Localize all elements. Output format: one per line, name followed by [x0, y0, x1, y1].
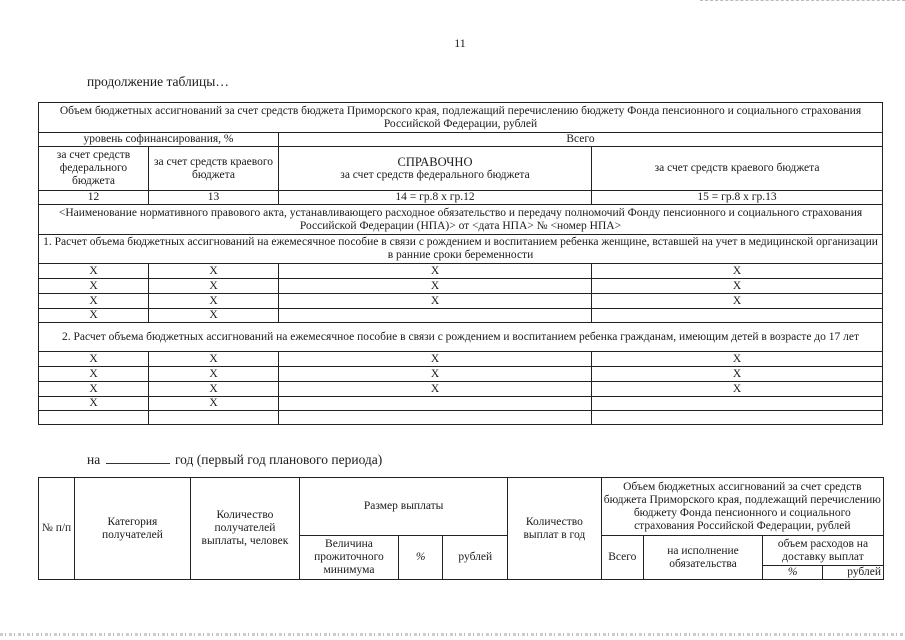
section-row	[39, 323, 883, 352]
col-reference	[279, 147, 592, 191]
cofinancing-level-cell: уровень софинансирования, %	[39, 133, 279, 147]
x-mark: X	[149, 279, 279, 294]
x-mark: X	[39, 294, 149, 309]
table-row	[39, 309, 883, 323]
x-mark: X	[39, 397, 149, 411]
page-number: 11	[454, 36, 466, 50]
table-header-row	[39, 478, 884, 536]
continuation-label: продолжение таблицы…	[87, 74, 229, 89]
col-budget-volume: Объем бюджетных ассигнований за счет средств бюджета Приморского края, подлежащий перечислению бюджету Фонда пенсионного и социального страхования Российской Федерации, рублей	[601, 478, 883, 536]
period-suffix: год (первый год планового периода)	[174, 452, 383, 467]
table-row	[39, 411, 883, 425]
table-header-row	[39, 103, 883, 133]
empty-cell	[279, 397, 592, 411]
section-1-title: 1. Расчет объема бюджетных ассигнований на ежемесячное пособие в связи с рождением и воспитанием ребенка женщине, вставшей на учет в медицинской организации в ранние сроки беременности	[39, 235, 883, 264]
empty-cell	[279, 411, 592, 425]
col-rubles: рублей	[443, 536, 508, 580]
empty-cell	[592, 397, 883, 411]
x-mark: X	[39, 309, 149, 323]
col-payment-size: Размер выплаты	[300, 478, 508, 536]
x-mark: X	[149, 352, 279, 367]
table-row	[39, 264, 883, 279]
section-row	[39, 235, 883, 264]
x-mark: X	[149, 397, 279, 411]
x-mark: X	[149, 264, 279, 279]
table-row	[39, 352, 883, 367]
col-number: 13	[149, 191, 279, 205]
table-header-row	[39, 147, 883, 191]
col-federal: за счет средств федерального бюджета	[39, 147, 149, 191]
reference-subtitle: за счет средств федерального бюджета	[340, 168, 530, 181]
empty-cell	[592, 411, 883, 425]
x-mark: X	[279, 264, 592, 279]
x-mark: X	[592, 294, 883, 309]
x-mark: X	[149, 382, 279, 397]
x-mark: X	[279, 382, 592, 397]
col-number: 12	[39, 191, 149, 205]
budget-table-continued	[38, 102, 883, 425]
empty-cell	[39, 411, 149, 425]
col-number: 15 = гр.8 х гр.13	[592, 191, 883, 205]
table-header-row	[39, 133, 883, 147]
col-regional-budget: за счет средств краевого бюджета	[592, 147, 883, 191]
table-row	[39, 397, 883, 411]
total-cell: Всего	[279, 133, 883, 147]
header-main-cell: Объем бюджетных ассигнований за счет средств бюджета Приморского края, подлежащий перечислению бюджету Фонда пенсионного и социального страхования Российской Федерации, рублей	[39, 103, 883, 133]
payments-table	[38, 477, 884, 580]
col-percent: %	[398, 536, 443, 580]
section-2-title: 2. Расчет объема бюджетных ассигнований на ежемесячное пособие в связи с рождением и воспитанием ребенка гражданам, имеющим детей в возрасте до 17 лет	[39, 323, 883, 352]
x-mark: X	[39, 367, 149, 382]
top-edge-rule	[700, 0, 905, 2]
period-prefix: на	[87, 452, 101, 467]
x-mark: X	[149, 367, 279, 382]
x-mark: X	[39, 382, 149, 397]
x-mark: X	[592, 279, 883, 294]
table-row	[39, 382, 883, 397]
npa-cell: <Наименование нормативного правового акта, устанавливающего расходное обязательство и передачу полномочий Фонду пенсионного и социального страхования Российской Федерации (НПА)> от <дата НПА> № <номер НПА>	[39, 205, 883, 235]
table-row	[39, 294, 883, 309]
x-mark: X	[279, 352, 592, 367]
x-mark: X	[279, 279, 592, 294]
x-mark: X	[592, 382, 883, 397]
col-recipients-count: Количество получателей выплаты, человек	[190, 478, 299, 580]
scan-edge-artifact	[0, 633, 905, 636]
x-mark: X	[149, 294, 279, 309]
empty-cell	[149, 411, 279, 425]
table-row	[39, 279, 883, 294]
col-total: Всего	[601, 536, 643, 580]
col-category: Категория получателей	[75, 478, 191, 580]
x-mark: X	[592, 367, 883, 382]
x-mark: X	[592, 264, 883, 279]
reference-title: СПРАВОЧНО	[397, 154, 473, 169]
table-row	[39, 367, 883, 382]
x-mark: X	[39, 264, 149, 279]
col-number: 14 = гр.8 х гр.12	[279, 191, 592, 205]
empty-cell	[592, 309, 883, 323]
x-mark: X	[39, 352, 149, 367]
col-payments-per-year: Количество выплат в год	[508, 478, 601, 580]
col-row-number: № п/п	[39, 478, 75, 580]
column-numbers-row	[39, 191, 883, 205]
x-mark: X	[279, 367, 592, 382]
col-regional: за счет средств краевого бюджета	[149, 147, 279, 191]
col-execution: на исполнение обязательства	[644, 536, 763, 580]
x-mark: X	[279, 294, 592, 309]
col-delivery-rubles: рублей	[823, 566, 884, 580]
x-mark: X	[149, 309, 279, 323]
npa-row	[39, 205, 883, 235]
x-mark: X	[592, 352, 883, 367]
empty-cell	[279, 309, 592, 323]
period-line	[87, 451, 382, 468]
col-delivery-costs: объем расходов на доставку выплат	[762, 536, 883, 566]
year-blank-field	[106, 451, 170, 464]
col-delivery-percent: %	[762, 566, 823, 580]
col-subsistence-minimum: Величина прожиточного минимума	[300, 536, 399, 580]
x-mark: X	[39, 279, 149, 294]
